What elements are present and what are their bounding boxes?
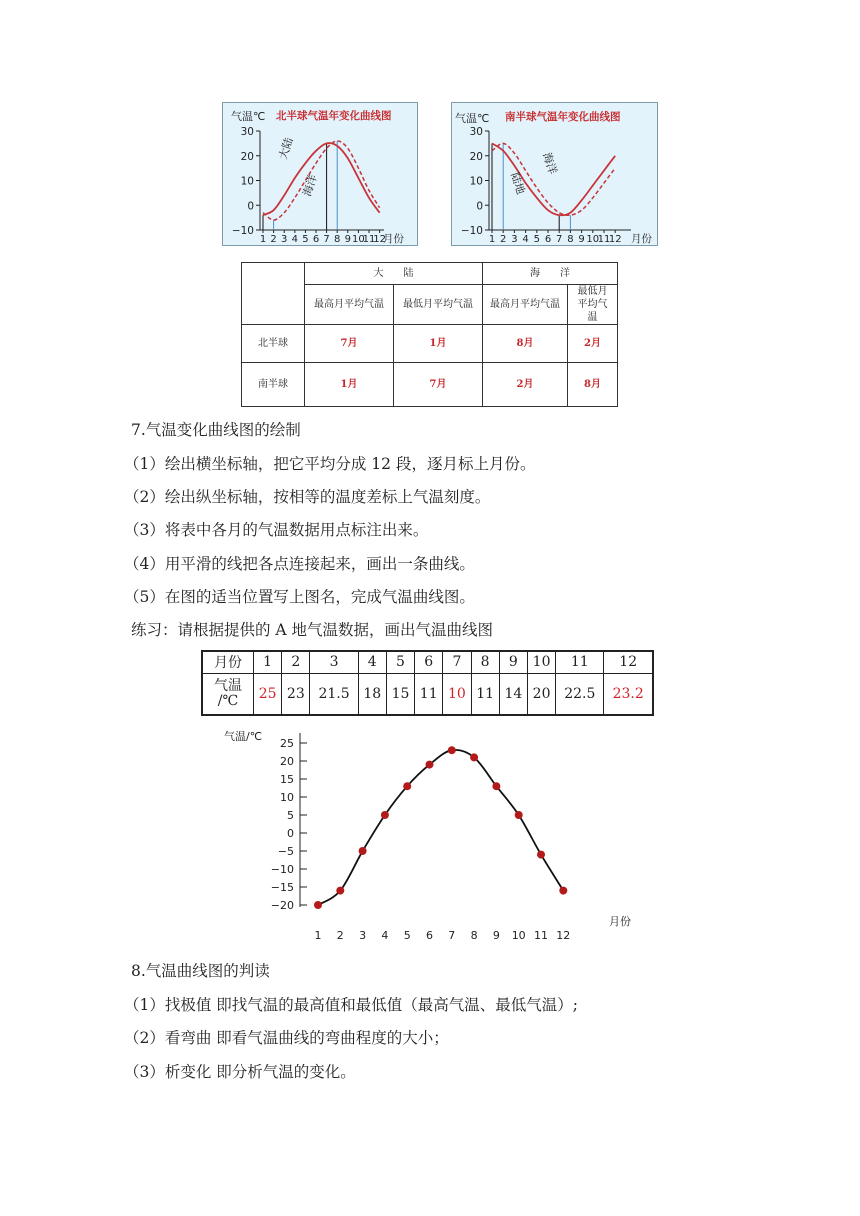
data-month-cell: 12 xyxy=(604,651,653,673)
section8-item-3: （3）析变化 即分析气温的变化。 xyxy=(124,1063,356,1081)
exercise-x-ticks xyxy=(315,929,571,942)
north-y-tick-label: 0 xyxy=(247,200,254,213)
summary-col-header: 最低月平均气温 xyxy=(394,285,483,325)
exercise-x-tick-label: 4 xyxy=(381,929,389,942)
exercise-x-tick-label: 3 xyxy=(359,929,367,942)
exercise-data-point xyxy=(470,753,478,761)
exercise-x-tick-label: 6 xyxy=(426,929,433,942)
exercise-y-tick-label: 0 xyxy=(287,827,294,840)
exercise-prompt: 练习：请根据提供的 A 地气温数据，画出气温曲线图 xyxy=(131,621,494,639)
data-month-cell: 7 xyxy=(443,651,471,673)
exercise-x-tick-label: 12 xyxy=(556,929,571,942)
exercise-y-tick-label: −10 xyxy=(270,863,294,876)
exercise-curve xyxy=(318,750,563,905)
exercise-temperature-chart xyxy=(220,725,640,945)
exercise-x-tick-label: 7 xyxy=(448,929,456,942)
data-month-cell: 1 xyxy=(254,651,282,673)
south-title: 南半球气温年变化曲线图 xyxy=(505,111,621,123)
exercise-y-tick-label: 5 xyxy=(287,809,294,822)
data-temp-cell: 18 xyxy=(358,673,386,715)
section8-title: 8.气温曲线图的判读 xyxy=(131,962,270,980)
summary-cell: 1月 xyxy=(394,325,483,363)
exercise-points xyxy=(314,746,567,909)
data-month-cell: 10 xyxy=(527,651,555,673)
north-ylabel: 气温℃ xyxy=(231,110,266,123)
exercise-data-point xyxy=(537,851,545,859)
north-xlabel: 月份 xyxy=(383,233,404,245)
data-temp-cell: 23 xyxy=(282,673,310,715)
south-y-tick-label: 30 xyxy=(469,126,483,138)
data-temp-cell: 11 xyxy=(415,673,443,715)
summary-cell: 8月 xyxy=(483,325,568,363)
data-month-cell: 2 xyxy=(282,651,310,673)
summary-group-ocean: 海 洋 xyxy=(483,263,618,285)
exercise-data-point xyxy=(492,782,500,790)
south-x-tick-label: 1 xyxy=(488,234,496,245)
north-x-tick-label: 3 xyxy=(281,234,288,245)
south-x-tick-label: 6 xyxy=(544,234,552,245)
section8-item-1: （1）找极值 即找气温的最高值和最低值（最高气温、最低气温）; xyxy=(124,996,579,1014)
exercise-y-tick-label: −5 xyxy=(277,845,294,858)
summary-row-label: 北半球 xyxy=(242,325,305,363)
exercise-y-tick-label: 25 xyxy=(280,737,294,750)
south-x-tick-label: 8 xyxy=(567,234,574,245)
summary-row-north xyxy=(242,325,618,363)
section7-step-2: （2）绘出纵坐标轴，按相等的温度差标上气温刻度。 xyxy=(124,488,491,506)
summary-col-header: 最低月平均气温 xyxy=(568,285,618,325)
section7-step-4: （4）用平滑的线把各点连接起来，画出一条曲线。 xyxy=(124,555,475,573)
north-x-tick-label: 10 xyxy=(352,234,365,245)
exercise-data-point xyxy=(403,782,411,790)
temperature-data-table xyxy=(201,650,654,716)
data-row-temps xyxy=(202,673,653,715)
exercise-data-point xyxy=(559,887,567,895)
south-x-tick-label: 11 xyxy=(597,234,611,245)
south-x-tick-label: 7 xyxy=(556,234,563,245)
exercise-y-tick-label: −15 xyxy=(270,881,294,894)
exercise-data-point xyxy=(515,811,523,819)
north-hemisphere-chart xyxy=(222,102,418,246)
data-month-cell: 4 xyxy=(358,651,386,673)
data-month-cell: 9 xyxy=(499,651,527,673)
section7-step-5: （5）在图的适当位置写上图名，完成气温曲线图。 xyxy=(124,588,475,606)
south-x-tick-label: 5 xyxy=(533,234,540,245)
section7-step-1: （1）绘出横坐标轴，把它平均分成 12 段，逐月标上月份。 xyxy=(124,455,536,473)
data-month-cell: 3 xyxy=(310,651,358,673)
data-month-cell: 11 xyxy=(556,651,604,673)
south-x-tick-label: 2 xyxy=(500,234,507,245)
south-x-tick-label: 3 xyxy=(511,234,518,245)
data-temp-cell: 14 xyxy=(499,673,527,715)
south-y-tick-label: 10 xyxy=(469,175,483,188)
data-temp-label-line2: /℃ xyxy=(217,692,239,709)
south-x-tick-label: 9 xyxy=(578,234,585,245)
north-x-tick-label: 5 xyxy=(302,234,309,245)
north-title: 北半球气温年变化曲线图 xyxy=(276,110,392,122)
south-y-tick-label: 0 xyxy=(476,200,483,213)
north-x-tick-label: 6 xyxy=(312,234,320,245)
north-x-tick-label: 8 xyxy=(334,234,341,245)
south-y-tick-label: 20 xyxy=(469,150,483,163)
north-label-ocean: 海洋 xyxy=(300,172,320,198)
data-row-label xyxy=(202,673,254,715)
exercise-y-tick-label: 20 xyxy=(280,755,294,768)
section7-title: 7.气温变化曲线图的绘制 xyxy=(131,421,301,439)
exercise-data-point xyxy=(359,847,367,855)
data-month-cell: 8 xyxy=(471,651,499,673)
exercise-data-point xyxy=(448,746,456,754)
data-temp-cell: 25 xyxy=(254,673,282,715)
exercise-x-tick-label: 1 xyxy=(314,929,322,942)
summary-cell: 8月 xyxy=(568,363,618,407)
data-temp-cell: 10 xyxy=(443,673,471,715)
south-label-land: 陆地 xyxy=(508,170,528,196)
data-row-label: 月份 xyxy=(202,651,254,673)
north-x-tick-label: 11 xyxy=(362,234,376,245)
south-ylabel: 气温℃ xyxy=(455,112,490,125)
summary-cell: 2月 xyxy=(568,325,618,363)
exercise-x-tick-label: 11 xyxy=(534,929,548,942)
north-x-tick-label: 2 xyxy=(270,234,277,245)
summary-table xyxy=(241,262,618,407)
exercise-x-tick-label: 9 xyxy=(492,929,500,942)
north-y-tick-label: 10 xyxy=(240,175,254,188)
section7-step-3: （3）将表中各月的气温数据用点标注出来。 xyxy=(124,521,429,539)
south-x-tick-label: 10 xyxy=(586,234,600,245)
exercise-x-tick-label: 10 xyxy=(511,929,526,942)
data-temp-cell: 11 xyxy=(471,673,499,715)
exercise-data-point xyxy=(381,811,389,819)
summary-col-header: 最高月平均气温 xyxy=(483,285,568,325)
summary-group-continent: 大 陆 xyxy=(305,263,483,285)
data-temp-cell: 22.5 xyxy=(556,673,604,715)
summary-cell: 2月 xyxy=(483,363,568,407)
data-temp-cell: 20 xyxy=(527,673,555,715)
exercise-x-tick-label: 5 xyxy=(403,929,411,942)
exercise-y-tick-label: 15 xyxy=(280,773,294,786)
south-x-tick-label: 12 xyxy=(608,234,622,245)
summary-row-label: 南半球 xyxy=(242,363,305,407)
north-y-tick-label: 20 xyxy=(240,150,254,163)
section8-item-2: （2）看弯曲 即看气温曲线的弯曲程度的大小； xyxy=(124,1029,449,1047)
south-y-tick-label: −10 xyxy=(460,225,483,237)
exercise-x-tick-label: 8 xyxy=(470,929,478,942)
exercise-y-ticks xyxy=(271,737,307,912)
exercise-y-tick-label: 10 xyxy=(280,791,294,804)
summary-corner xyxy=(242,263,305,325)
data-month-cell: 6 xyxy=(415,651,443,673)
south-xlabel: 月份 xyxy=(631,233,652,245)
data-row-months xyxy=(202,651,653,673)
north-x-tick-label: 12 xyxy=(373,234,386,245)
north-x-tick-label: 4 xyxy=(291,234,298,245)
north-y-tick-label: −10 xyxy=(231,225,254,237)
north-label-continent: 大陆 xyxy=(276,135,296,161)
exercise-y-tick-label: −20 xyxy=(270,899,294,912)
summary-col-header: 最高月平均气温 xyxy=(305,285,394,325)
exercise-data-point xyxy=(314,901,322,909)
summary-cell: 7月 xyxy=(305,325,394,363)
data-temp-label-line1: 气温 xyxy=(214,677,242,694)
data-month-cell: 5 xyxy=(386,651,414,673)
south-label-ocean: 海洋 xyxy=(540,150,560,176)
north-x-tick-label: 9 xyxy=(344,234,351,245)
exercise-ylabel: 气温/℃ xyxy=(224,730,263,743)
summary-cell: 1月 xyxy=(305,363,394,407)
south-hemisphere-chart xyxy=(451,102,658,246)
exercise-xlabel: 月份 xyxy=(609,915,631,928)
data-temp-cell: 21.5 xyxy=(310,673,358,715)
north-y-tick-label: 30 xyxy=(240,126,254,138)
north-x-tick-label: 7 xyxy=(323,234,330,245)
exercise-x-tick-label: 2 xyxy=(336,929,344,942)
data-temp-cell: 23.2 xyxy=(604,673,653,715)
exercise-data-point xyxy=(336,887,344,895)
data-temp-cell: 15 xyxy=(386,673,414,715)
summary-row-south xyxy=(242,363,618,407)
summary-cell: 7月 xyxy=(394,363,483,407)
north-x-tick-label: 1 xyxy=(259,234,267,245)
exercise-data-point xyxy=(426,761,434,769)
south-x-tick-label: 4 xyxy=(522,234,529,245)
